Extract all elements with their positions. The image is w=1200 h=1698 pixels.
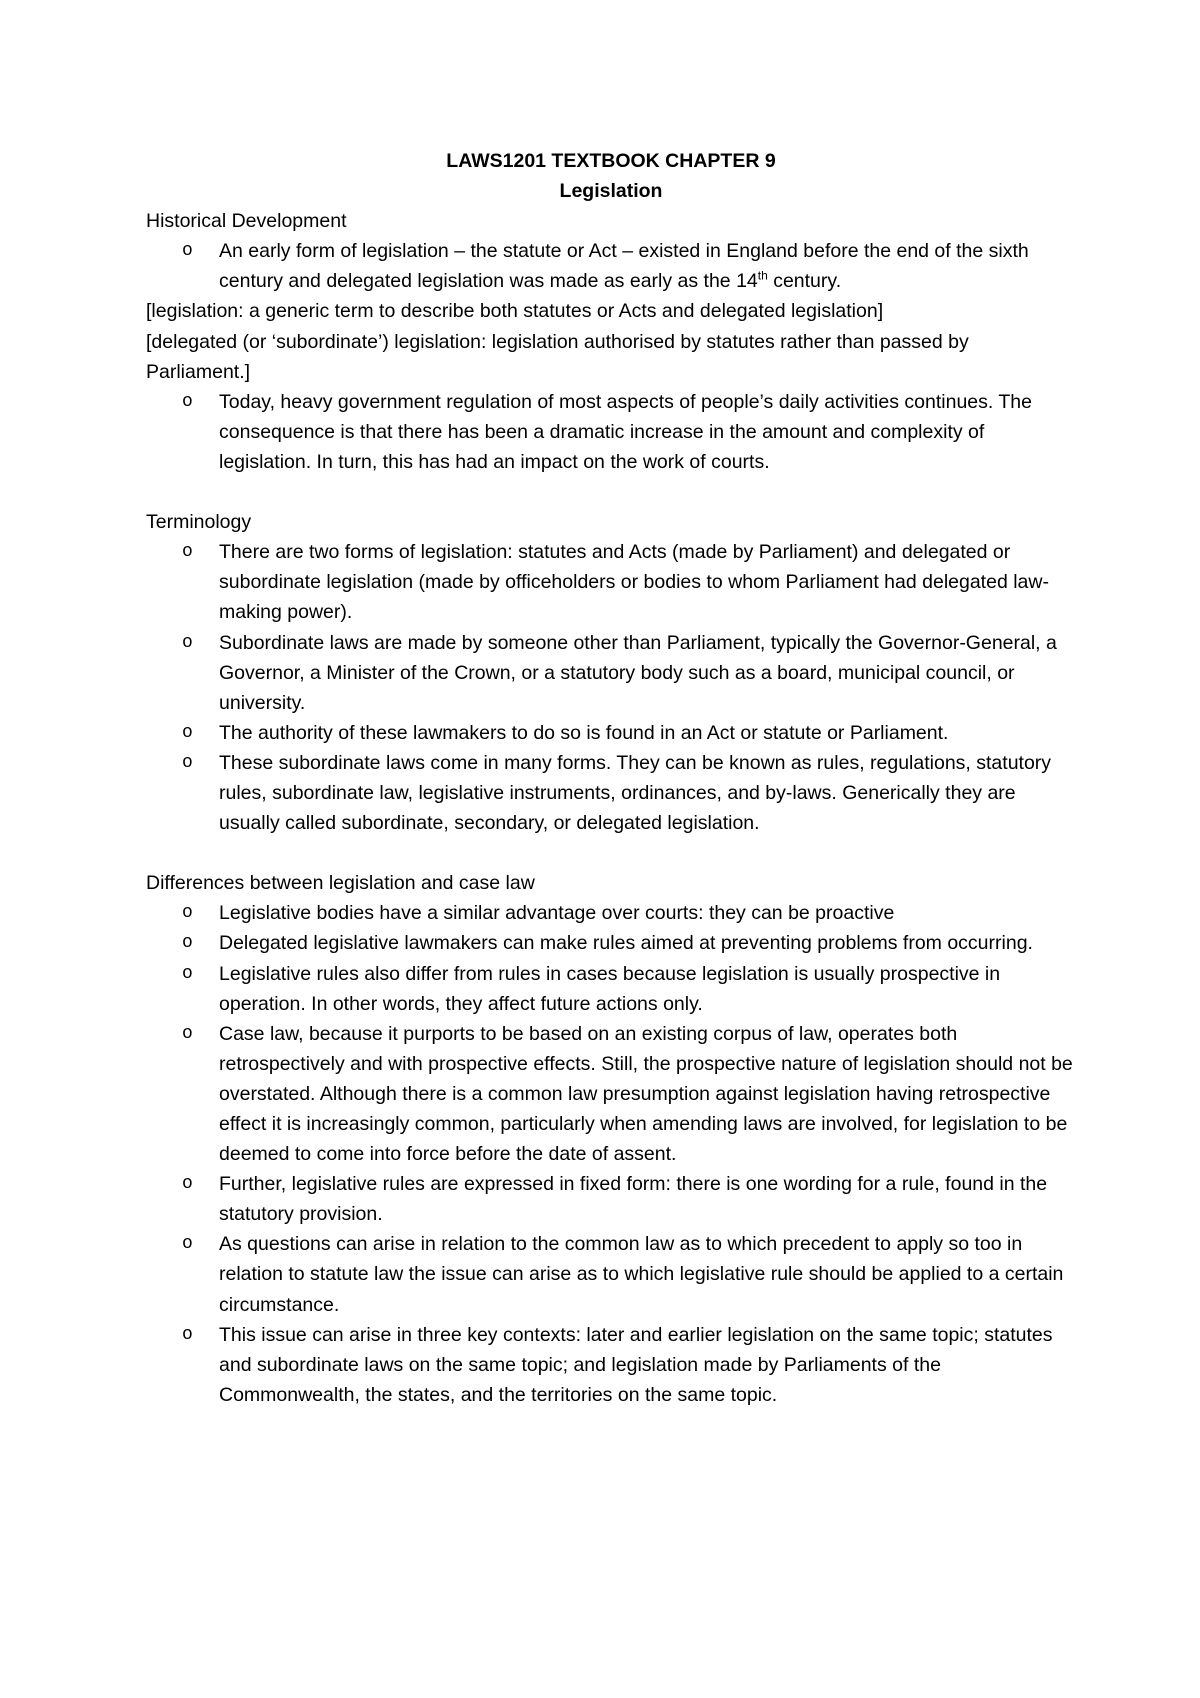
- section-heading-terminology: Terminology: [146, 511, 252, 534]
- spacer: [146, 838, 1076, 868]
- list-item: [146, 959, 1076, 1019]
- list-item: [146, 748, 1076, 838]
- list-item: [146, 1320, 1076, 1410]
- section-heading-differences: Differences between legislation and case law: [146, 872, 535, 895]
- list-item-text-end: century.: [767, 270, 842, 293]
- list-item-text: There are two forms of legislation: statutes and Acts (made by Parliament) and delegated or subordinate legislation (made by officeholders or bodies to whom Parliament had delegated law-making power).: [219, 541, 1049, 624]
- spacer: [146, 477, 1076, 507]
- historical-list: [146, 236, 1076, 296]
- list-item: [146, 387, 1076, 477]
- list-item: [146, 898, 1076, 928]
- bullet-marker: o: [182, 391, 193, 412]
- ordinal-suffix: th: [757, 268, 768, 283]
- list-item: [146, 537, 1076, 627]
- list-item-text: This issue can arise in three key contexts: later and earlier legislation on the same topic; statutes and subordinate laws on the same topic; and legislation made by Parliaments of the Commonwealth, the states, and the territories on the same topic.: [219, 1323, 1053, 1406]
- document-page: [146, 146, 1076, 1410]
- definition-note-delegated: [delegated (or ‘subordinate’) legislation: legislation authorised by statutes rather than passed by Parliament.]: [146, 330, 969, 383]
- bullet-marker: o: [182, 1174, 193, 1195]
- list-item: [146, 1229, 1076, 1319]
- section-heading-historical: Historical Development: [146, 210, 347, 233]
- definition-note-legislation: [legislation: a generic term to describe both statutes or Acts and delegated legislation]: [146, 300, 884, 323]
- list-item-text: Legislative bodies have a similar advantage over courts: they can be proactive: [219, 902, 895, 925]
- bullet-marker: o: [182, 1324, 193, 1345]
- list-item-text: The authority of these lawmakers to do so is found in an Act or statute or Parliament.: [219, 721, 949, 744]
- list-item-text: An early form of legislation – the statute or Act – existed in England before the end of the sixth century and delegated legislation was made as early as the 14: [219, 240, 1029, 293]
- bullet-marker: o: [182, 1023, 193, 1044]
- list-item-text: Delegated legislative lawmakers can make rules aimed at preventing problems from occurring.: [219, 932, 1033, 955]
- differences-list: [146, 898, 1076, 1410]
- bullet-marker: o: [182, 933, 193, 954]
- list-item: [146, 236, 1076, 296]
- list-item-text: Subordinate laws are made by someone other than Parliament, typically the Governor-General, a Governor, a Minister of the Crown, or a statutory body such as a board, municipal council, or university.: [219, 631, 1057, 714]
- list-item-text: Further, legislative rules are expressed in fixed form: there is one wording for a rule, found in the statutory provision.: [219, 1173, 1048, 1226]
- historical-list-continued: [146, 387, 1076, 477]
- list-item: [146, 628, 1076, 718]
- bullet-marker: o: [182, 632, 193, 653]
- document-subtitle: Legislation: [559, 180, 663, 203]
- list-item-text: Legislative rules also differ from rules in cases because legislation is usually prospective in operation. In other words, they affect future actions only.: [219, 962, 1001, 1015]
- list-item: [146, 718, 1076, 748]
- bullet-marker: o: [182, 241, 193, 262]
- bullet-marker: o: [182, 752, 193, 773]
- bullet-marker: o: [182, 1234, 193, 1255]
- list-item: [146, 1169, 1076, 1229]
- bullet-marker: o: [182, 722, 193, 743]
- list-item-text: Today, heavy government regulation of most aspects of people’s daily activities continues. The consequence is that there has been a dramatic increase in the amount and complexity of legislation. In turn, this has had an impact on the work of courts.: [219, 390, 1032, 473]
- terminology-list: [146, 537, 1076, 838]
- bullet-marker: o: [182, 963, 193, 984]
- list-item-text: Case law, because it purports to be based on an existing corpus of law, operates both retrospectively and with prospective effects. Still, the prospective nature of legislation should not be overstated. Although there is a common law presumption against legislation having retrospective effect it is increasingly common, particularly when amending laws are involved, for legislation to be deemed to come into force before the date of assent.: [219, 1022, 1073, 1166]
- list-item: [146, 928, 1076, 958]
- document-title: LAWS1201 TEXTBOOK CHAPTER 9: [446, 150, 776, 172]
- list-item-text: These subordinate laws come in many forms. They can be known as rules, regulations, statutory rules, subordinate law, legislative instruments, ordinances, and by-laws. Generically they are usually called subordinate, secondary, or delegated legislation.: [219, 751, 1052, 835]
- bullet-marker: o: [182, 903, 193, 924]
- list-item: [146, 1019, 1076, 1169]
- bullet-marker: o: [182, 542, 193, 563]
- list-item-text: As questions can arise in relation to the common law as to which precedent to apply so too in relation to statute law the issue can arise as to which legislative rule should be applied to a certain circumstance.: [219, 1233, 1064, 1316]
